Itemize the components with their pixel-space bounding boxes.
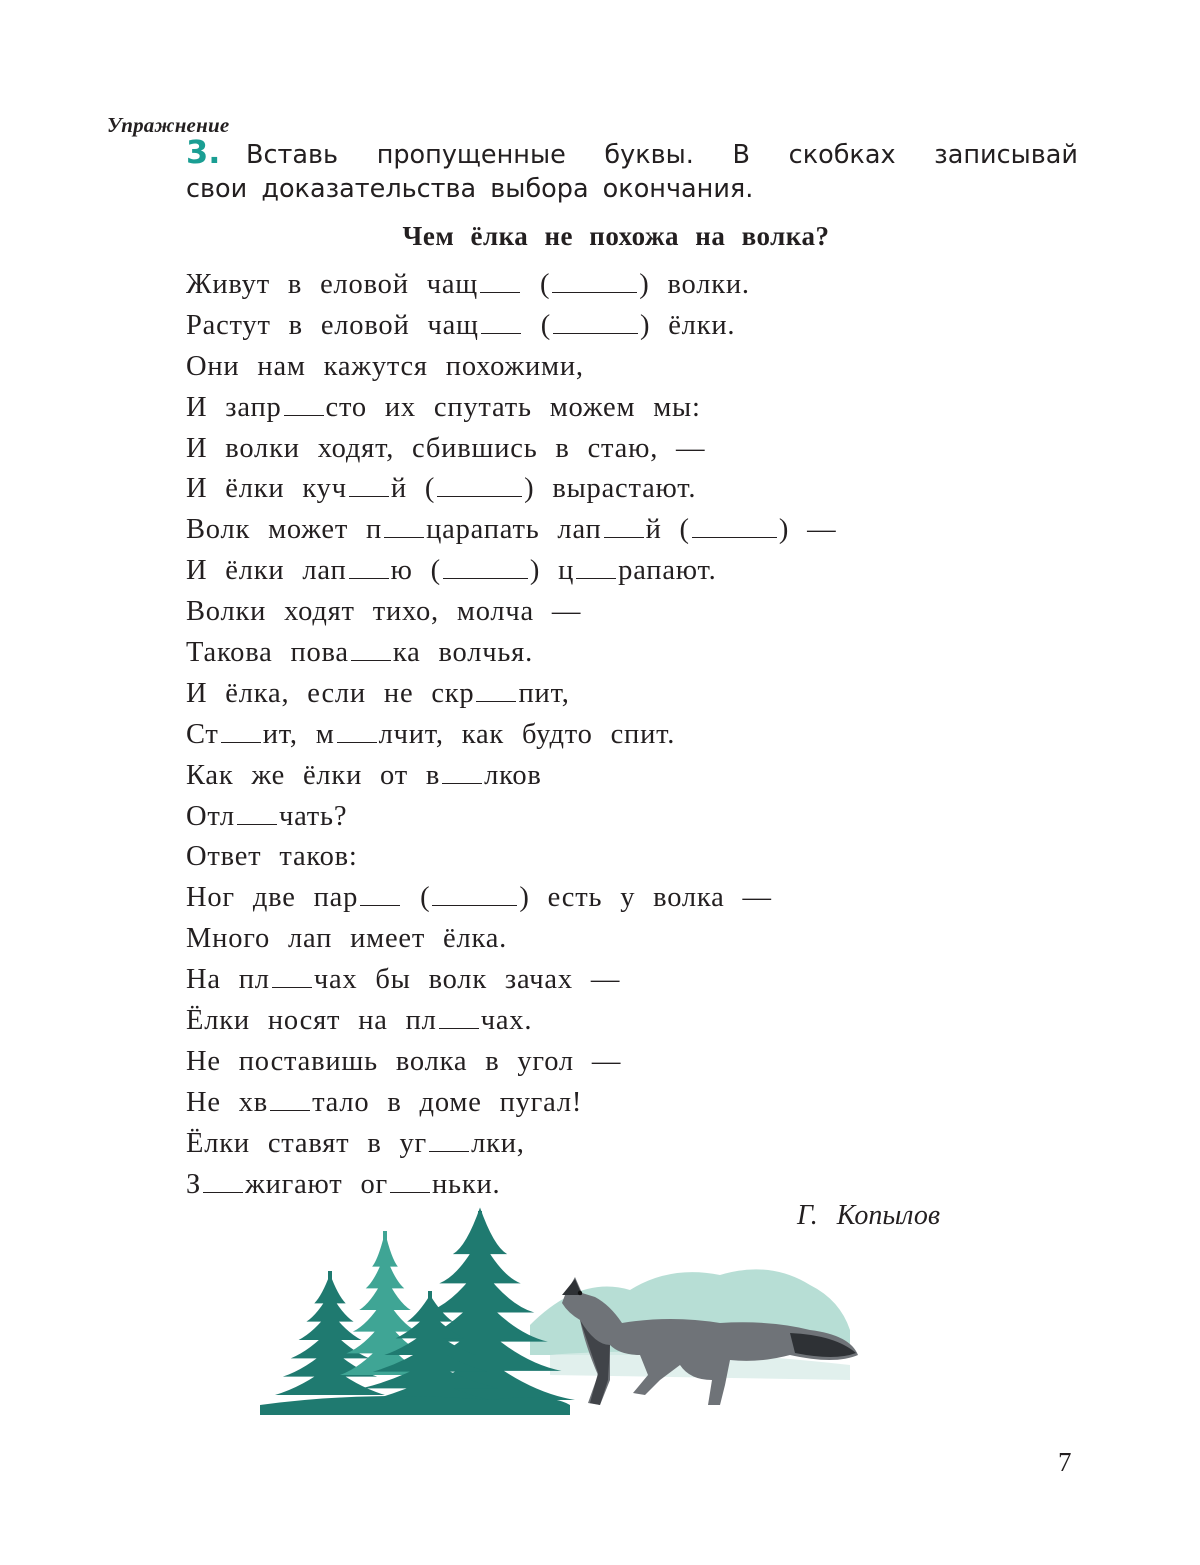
task-number: 3. bbox=[186, 133, 221, 171]
poem-author: Г. Копылов bbox=[796, 1200, 940, 1231]
poem-text: тало в доме пугал! bbox=[312, 1086, 583, 1118]
poem-text: ) волки. bbox=[639, 269, 750, 300]
poem-body bbox=[186, 265, 836, 1205]
poem-text: Ответ таков: bbox=[186, 841, 358, 873]
letter-blank[interactable] bbox=[351, 638, 391, 661]
poem-line bbox=[186, 756, 836, 797]
poem-title: Чем ёлка не похожа на волка? bbox=[402, 221, 830, 251]
task-line-1 bbox=[186, 138, 1078, 172]
poem-text: ) ёлки. bbox=[640, 309, 736, 341]
task-word: Вставь bbox=[246, 140, 339, 170]
poem-text: лки, bbox=[471, 1127, 525, 1159]
task-word: скобках bbox=[788, 140, 896, 170]
poem-text: И волки ходят, сбившись в стаю, — bbox=[186, 432, 706, 464]
poem-text: ньки. bbox=[432, 1168, 501, 1200]
poem-text: Они нам кажутся похожими, bbox=[186, 350, 584, 382]
poem-text: Много лап имеет ёлка. bbox=[186, 923, 508, 955]
letter-blank[interactable] bbox=[203, 1170, 243, 1193]
letter-blank[interactable] bbox=[429, 1129, 469, 1152]
poem-text: Волк может п bbox=[186, 514, 383, 546]
poem-text: чать? bbox=[278, 800, 348, 832]
letter-blank[interactable] bbox=[237, 802, 277, 825]
poem-text: жигают ог bbox=[245, 1168, 388, 1200]
poem-text: чах. bbox=[480, 1005, 533, 1037]
poem-text: рапают. bbox=[618, 555, 717, 587]
poem-line bbox=[186, 960, 836, 1001]
letter-blank[interactable] bbox=[390, 1170, 430, 1193]
poem-text: Ног две пар bbox=[186, 882, 359, 914]
poem-line bbox=[186, 837, 836, 878]
poem-text: Ёлки носят на пл bbox=[186, 1005, 437, 1037]
poem-text: сто их спутать можем мы: bbox=[325, 391, 701, 423]
page-number: 7 bbox=[1058, 1447, 1072, 1477]
proof-blank[interactable] bbox=[437, 474, 522, 497]
proof-blank[interactable] bbox=[692, 515, 777, 538]
poem-text: ( bbox=[402, 882, 431, 914]
poem-line bbox=[186, 592, 836, 633]
poem-text: ) вырастают. bbox=[524, 473, 697, 505]
letter-blank[interactable] bbox=[476, 679, 516, 702]
poem-line bbox=[186, 797, 836, 838]
poem-line bbox=[186, 510, 836, 551]
poem-text: ( bbox=[522, 269, 551, 300]
letter-blank[interactable] bbox=[481, 311, 521, 334]
poem-text: Не хв bbox=[186, 1086, 269, 1118]
letter-blank[interactable] bbox=[349, 474, 389, 497]
poem-text: Растут в еловой чащ bbox=[186, 309, 479, 341]
poem-text: И ёлки лап bbox=[186, 555, 347, 587]
poem-line bbox=[186, 1001, 836, 1042]
poem-text: ( bbox=[522, 309, 551, 341]
poem-line bbox=[186, 633, 836, 674]
forest-wolf-illustration bbox=[250, 1205, 870, 1425]
poem-text: чах бы волк зачах — bbox=[313, 964, 621, 996]
letter-blank[interactable] bbox=[272, 965, 312, 988]
poem-text: лчит, как будто спит. bbox=[378, 718, 676, 750]
fir-tree-top bbox=[328, 1271, 332, 1289]
poem-text: Волки ходят тихо, молча — bbox=[186, 596, 582, 628]
task-instruction bbox=[186, 133, 1078, 206]
task-word: В bbox=[732, 140, 751, 170]
task-line-2: свои доказательства выбора окончания. bbox=[186, 174, 754, 204]
poem-text: ) есть у волка — bbox=[519, 882, 772, 914]
poem-line bbox=[186, 674, 836, 715]
task-word: пропущенные bbox=[376, 140, 566, 170]
letter-blank[interactable] bbox=[221, 720, 261, 743]
poem-text: Как же ёлки от в bbox=[186, 759, 441, 791]
poem-text: И ёлки куч bbox=[186, 473, 347, 505]
letter-blank[interactable] bbox=[284, 393, 324, 416]
tree-base bbox=[260, 1396, 570, 1415]
letter-blank[interactable] bbox=[349, 556, 389, 579]
letter-blank[interactable] bbox=[270, 1088, 310, 1111]
letter-blank[interactable] bbox=[604, 515, 644, 538]
poem-line bbox=[186, 1083, 836, 1124]
poem-text: Ёлки ставят в уг bbox=[186, 1127, 428, 1159]
poem-text: Такова пова bbox=[186, 637, 349, 669]
exercise-label: Упражнение bbox=[107, 113, 230, 137]
poem-text: И запр bbox=[186, 391, 282, 423]
poem-text: З bbox=[186, 1168, 202, 1200]
poem-line bbox=[186, 1124, 836, 1165]
poem-line bbox=[186, 388, 836, 429]
poem-line bbox=[186, 429, 836, 470]
fir-tree-top bbox=[478, 1211, 482, 1229]
letter-blank[interactable] bbox=[442, 761, 482, 784]
letter-blank[interactable] bbox=[480, 270, 520, 293]
fir-tree-top bbox=[383, 1231, 387, 1249]
poem-text: ) ц bbox=[529, 555, 575, 587]
poem-text: й ( bbox=[390, 473, 436, 505]
poem-line bbox=[186, 1042, 836, 1083]
task-word: буквы. bbox=[604, 140, 694, 170]
proof-blank[interactable] bbox=[552, 270, 637, 293]
poem-line bbox=[186, 347, 836, 388]
poem-text: й ( bbox=[645, 514, 690, 546]
poem-text: пит, bbox=[518, 677, 570, 709]
letter-blank[interactable] bbox=[439, 1006, 479, 1029]
poem-text: Ст bbox=[186, 718, 219, 750]
fir-tree bbox=[275, 1274, 385, 1395]
poem-text: Живут в еловой чащ bbox=[186, 269, 479, 300]
poem-text: Не поставишь волка в угол — bbox=[186, 1045, 622, 1077]
poem-text: И ёлка, если не скр bbox=[186, 677, 475, 709]
letter-blank[interactable] bbox=[384, 515, 424, 538]
proof-blank[interactable] bbox=[553, 311, 638, 334]
poem-line bbox=[186, 551, 836, 592]
letter-blank[interactable] bbox=[360, 883, 400, 906]
fir-tree-top bbox=[428, 1291, 432, 1309]
poem-line bbox=[186, 715, 836, 756]
poem-text: ю ( bbox=[390, 555, 441, 587]
poem-text: царапать лап bbox=[426, 514, 602, 546]
poem-line bbox=[186, 265, 836, 306]
poem-line bbox=[186, 878, 836, 919]
poem-text: Отл bbox=[186, 800, 235, 832]
letter-blank[interactable] bbox=[576, 556, 616, 579]
fir-trees-icon bbox=[260, 1208, 575, 1416]
proof-blank[interactable] bbox=[432, 883, 517, 906]
wolf-eye bbox=[578, 1291, 582, 1295]
proof-blank[interactable] bbox=[443, 556, 528, 579]
poem-text: ка волчья. bbox=[392, 637, 534, 669]
poem-line bbox=[186, 919, 836, 960]
poem-line bbox=[186, 469, 836, 510]
poem-text: ) — bbox=[778, 514, 837, 546]
poem-line bbox=[186, 306, 836, 347]
task-word: записывай bbox=[934, 140, 1078, 170]
poem-text: лков bbox=[484, 759, 542, 791]
poem-text: На пл bbox=[186, 964, 270, 996]
poem-text: ит, м bbox=[262, 718, 335, 750]
letter-blank[interactable] bbox=[337, 720, 377, 743]
